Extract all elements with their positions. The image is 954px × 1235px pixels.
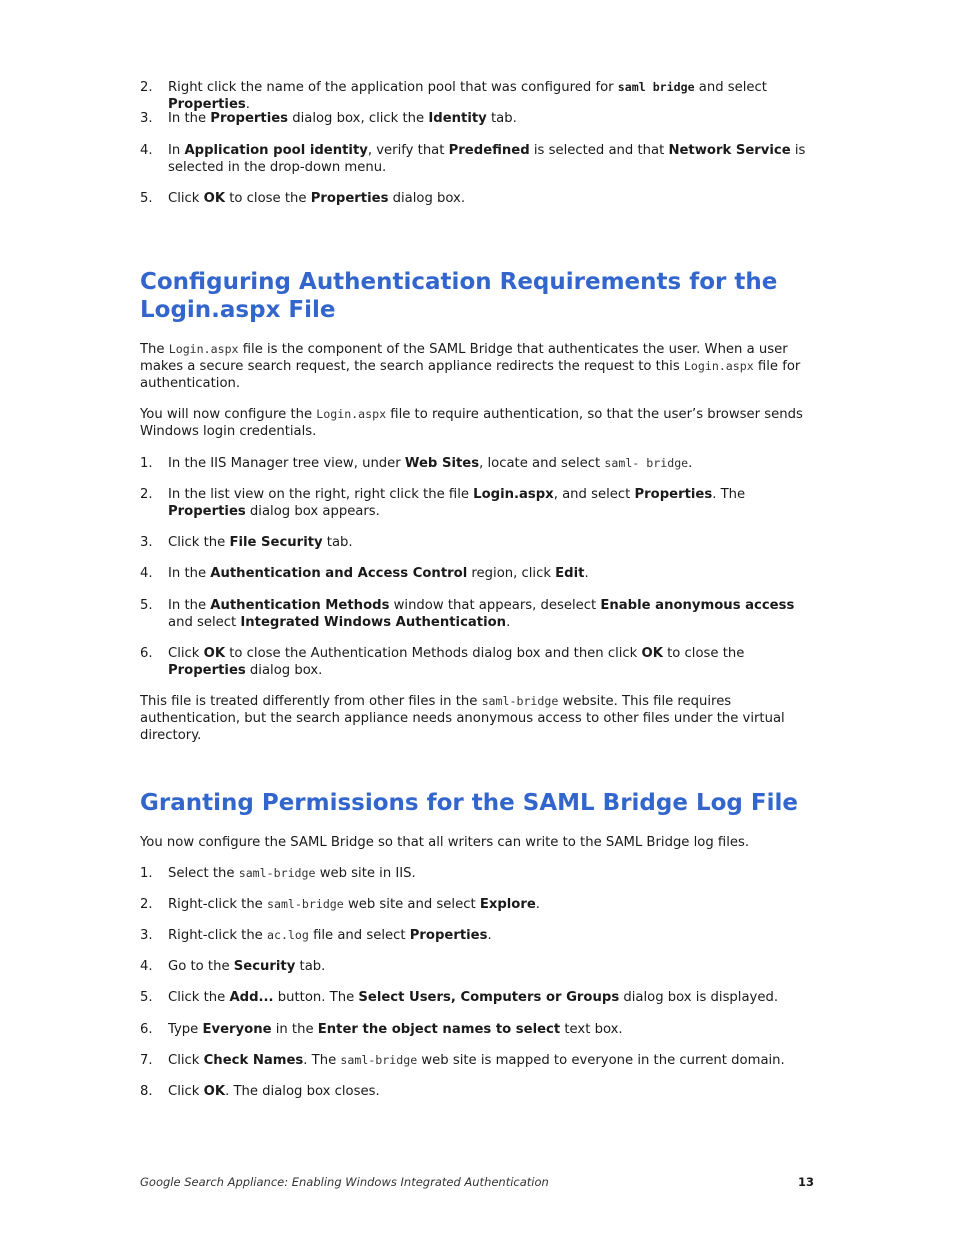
list-item — [140, 896, 815, 927]
bold-term: Properties — [168, 97, 246, 112]
step-number: 5. — [140, 990, 153, 1005]
text-run: Click — [168, 1053, 204, 1068]
list-item — [140, 1021, 815, 1052]
text-run: web site is mapped to everyone in the current domain. — [417, 1053, 785, 1068]
step-text — [168, 487, 745, 519]
list-item — [140, 534, 815, 565]
text-run: You now configure the SAML Bridge so that all writers can write to the SAML Bridge log files. — [140, 835, 750, 850]
step-number: 3. — [140, 928, 153, 943]
text-run: text box. — [560, 1022, 623, 1037]
step-text — [168, 80, 767, 112]
footer-page-number: 13 — [798, 1175, 815, 1189]
text-run: dialog box. — [245, 663, 323, 678]
section1-step-list — [140, 455, 815, 679]
text-run: Click — [168, 646, 204, 661]
text-run: tab. — [295, 959, 326, 974]
step-number: 2. — [140, 80, 153, 95]
section1-para-2 — [140, 406, 815, 440]
list-item — [140, 989, 815, 1021]
step-text — [168, 598, 794, 630]
list-item — [140, 79, 815, 110]
text-run: In the — [168, 598, 211, 613]
text-run: The — [140, 342, 169, 357]
bold-term: Add... — [229, 990, 274, 1005]
bold-term: Properties — [210, 111, 289, 126]
step-text — [168, 566, 589, 581]
bold-term: Properties — [409, 928, 488, 943]
text-run: You will now configure the — [140, 407, 317, 422]
text-run: to close the Authentication Methods dialog box and then click — [225, 646, 642, 661]
bold-term: Login.aspx — [473, 487, 554, 502]
text-run: In — [168, 143, 185, 158]
text-run: . — [535, 897, 540, 912]
text-run: . The — [303, 1053, 341, 1068]
bold-term: Properties — [168, 504, 246, 519]
text-run: This file is treated differently from other files in the — [140, 694, 482, 709]
bold-term: Authentication Methods — [210, 598, 390, 613]
list-item — [140, 958, 815, 989]
text-run: . — [245, 97, 250, 112]
bold-term: Security — [233, 959, 296, 974]
code-term: Login.aspx — [168, 342, 239, 356]
section-heading-log-permissions: Granting Permissions for the SAML Bridge Log File — [140, 790, 798, 816]
bold-term: Integrated Windows Authentication — [240, 615, 507, 630]
text-run: In the list view on the right, right click the file — [168, 487, 474, 502]
step-text — [168, 990, 778, 1005]
code-term: Login.aspx — [683, 359, 754, 373]
paragraph — [140, 341, 815, 392]
text-run: Right-click the — [168, 897, 267, 912]
text-run: tab. — [486, 111, 517, 126]
list-item — [140, 455, 815, 486]
section2-steps-block — [140, 865, 815, 1100]
bold-term: Authentication and Access Control — [210, 566, 468, 581]
bold-term: Network Service — [668, 143, 791, 158]
footer-document-title: Google Search Appliance: Enabling Windows Integrated Authentication — [140, 1175, 549, 1189]
section1-steps-block — [140, 455, 815, 679]
list-item — [140, 142, 815, 190]
code-term: Login.aspx — [316, 407, 387, 421]
text-run: , and select — [553, 487, 635, 502]
step-number: 8. — [140, 1084, 153, 1099]
text-run: Right click the name of the application pool that was configured for — [168, 80, 618, 95]
step-text — [168, 535, 353, 550]
text-run: . — [688, 456, 693, 471]
step-number: 2. — [140, 897, 153, 912]
step-text — [168, 866, 416, 881]
text-run: Click the — [168, 535, 230, 550]
step-text — [168, 1022, 623, 1037]
bold-term: OK — [641, 646, 663, 661]
text-run: . — [584, 566, 589, 581]
text-run: In the — [168, 566, 211, 581]
bold-term: OK — [203, 1084, 226, 1099]
bold-term: Edit — [555, 566, 585, 581]
list-item — [140, 1052, 815, 1083]
list-item — [140, 865, 815, 896]
intro-step-list — [140, 79, 815, 207]
bold-term: Check Names — [203, 1053, 304, 1068]
step-text — [168, 143, 805, 175]
list-item — [140, 645, 815, 679]
code-term: saml-bridge — [481, 694, 559, 708]
code-term: saml-bridge — [266, 897, 344, 911]
section2-para-1 — [140, 834, 815, 851]
step-number: 6. — [140, 646, 153, 661]
bold-term: OK — [203, 191, 226, 206]
step-text — [168, 897, 540, 912]
text-run: file is the component of the SAML Bridge that authenticates the user. When a user makes a secure search request, the search appliance redirects the request to this — [140, 342, 788, 374]
text-run: to close the — [662, 646, 745, 661]
intro-steps-block — [140, 79, 815, 207]
bold-term: Application pool identity — [184, 143, 368, 158]
text-run: and select — [694, 80, 767, 95]
bold-term: Enter the object names to select — [317, 1022, 561, 1037]
step-text — [168, 1084, 380, 1099]
bold-term: Web Sites — [404, 456, 480, 471]
bold-term: Explore — [479, 897, 536, 912]
step-number: 1. — [140, 456, 153, 471]
text-run: web site and select — [343, 897, 480, 912]
paragraph — [140, 406, 815, 440]
text-run: button. The — [273, 990, 359, 1005]
text-run: , verify that — [367, 143, 449, 158]
step-text — [168, 456, 692, 471]
bold-term: File Security — [229, 535, 323, 550]
text-run: web site in IIS. — [315, 866, 416, 881]
bold-term: Select Users, Computers or Groups — [358, 990, 620, 1005]
text-run: dialog box. — [388, 191, 466, 206]
text-run: is selected in the drop-down menu. — [168, 143, 806, 175]
text-run: dialog box is displayed. — [619, 990, 779, 1005]
bold-term: OK — [203, 646, 226, 661]
step-number: 5. — [140, 191, 153, 206]
text-run: Go to the — [168, 959, 234, 974]
paragraph — [140, 693, 815, 744]
paragraph — [140, 834, 815, 851]
text-run: Click — [168, 191, 204, 206]
text-run: Click the — [168, 990, 230, 1005]
text-run: dialog box, click the — [288, 111, 429, 126]
step-number: 1. — [140, 866, 153, 881]
step-number: 5. — [140, 598, 153, 613]
bold-term: Predefined — [448, 143, 530, 158]
list-item — [140, 486, 815, 534]
bold-term: Properties — [310, 191, 389, 206]
step-text — [168, 959, 325, 974]
bold-term: Enable anonymous access — [600, 598, 795, 613]
code-term: saml-bridge — [340, 1053, 418, 1067]
text-run: website. This file requires authentication, but the search appliance needs anonymous access to other files under the virtual directory. — [140, 694, 785, 743]
text-run: In the — [168, 111, 211, 126]
section1-para-1 — [140, 341, 815, 392]
text-run: is selected and that — [529, 143, 669, 158]
step-number: 4. — [140, 566, 153, 581]
step-text — [168, 646, 744, 678]
step-number: 3. — [140, 535, 153, 550]
bold-term: Everyone — [202, 1022, 272, 1037]
list-item — [140, 597, 815, 645]
list-item — [140, 1083, 815, 1100]
step-number: 2. — [140, 487, 153, 502]
text-run: Click — [168, 1084, 204, 1099]
step-text — [168, 111, 517, 126]
text-run: . — [487, 928, 492, 943]
step-number: 6. — [140, 1022, 153, 1037]
text-run: tab. — [322, 535, 353, 550]
text-run: Type — [168, 1022, 203, 1037]
text-run: . The dialog box closes. — [225, 1084, 380, 1099]
text-run: dialog box appears. — [245, 504, 380, 519]
step-text — [168, 1053, 785, 1068]
list-item — [140, 927, 815, 958]
text-run: , locate and select — [479, 456, 605, 471]
text-run: Select the — [168, 866, 239, 881]
bold-term: Identity — [428, 111, 487, 126]
bold-term: Properties — [168, 663, 246, 678]
code-term: saml-bridge — [238, 866, 316, 880]
text-run: region, click — [467, 566, 556, 581]
list-item — [140, 110, 815, 142]
text-run: to close the — [225, 191, 311, 206]
text-run: file for authentication. — [140, 359, 801, 391]
section-heading-auth-requirements: Configuring Authentication Requirements for the Login.aspx File — [140, 269, 778, 323]
code-term-bold: saml bridge — [617, 80, 695, 94]
text-run: . The — [712, 487, 746, 502]
text-run: in the — [271, 1022, 318, 1037]
code-term: ac.log — [266, 928, 309, 942]
step-number: 4. — [140, 143, 153, 158]
step-number: 3. — [140, 111, 153, 126]
text-run: . — [506, 615, 511, 630]
section2-step-list — [140, 865, 815, 1100]
text-run: and select — [168, 615, 241, 630]
step-text — [168, 928, 492, 943]
text-run: window that appears, deselect — [389, 598, 601, 613]
section1-para-3 — [140, 693, 815, 744]
code-term: saml- bridge — [604, 456, 689, 470]
bold-term: Properties — [634, 487, 713, 502]
text-run: file to require authentication, so that the user’s browser sends Windows login credentials. — [140, 407, 803, 439]
text-run: Right-click the — [168, 928, 267, 943]
step-number: 4. — [140, 959, 153, 974]
list-item — [140, 190, 815, 207]
text-run: In the IIS Manager tree view, under — [168, 456, 405, 471]
step-number: 7. — [140, 1053, 153, 1068]
list-item — [140, 565, 815, 597]
text-run: file and select — [308, 928, 410, 943]
step-text — [168, 191, 465, 206]
